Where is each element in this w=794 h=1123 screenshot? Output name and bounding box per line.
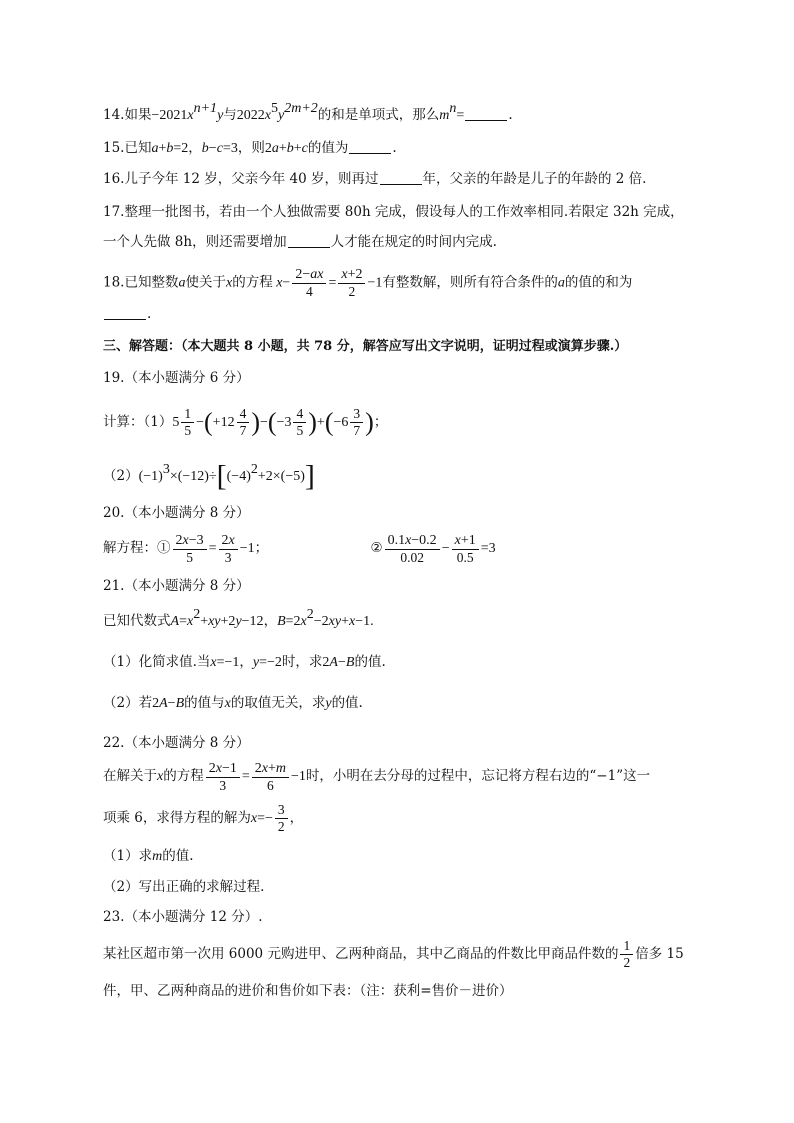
- q22-l1-post: 时，小明在去分母的过程中，忘记将方程右边的“−1”这一: [305, 768, 651, 784]
- fraction: $\frac{3}{7}$: [350, 406, 363, 439]
- question-21-part-1: （1）化简求值.当x=−1，y=−2时，求2A−B的值.: [103, 654, 386, 670]
- q15-end: .: [392, 140, 397, 156]
- q20-sep: ；: [254, 540, 269, 556]
- fraction: $\frac{2-ax}{4}$: [292, 266, 326, 300]
- circle-two: ②: [370, 540, 383, 556]
- q15-sep: ，: [188, 140, 202, 156]
- q22-l2-text: 项乘 6，求得方程的解为: [103, 810, 251, 826]
- q21-p1-sep: ，: [239, 654, 253, 670]
- q21-intro-text: 已知代数式: [103, 613, 171, 629]
- fraction: $\frac{2x+m}{6}$: [252, 760, 289, 794]
- q21-sep: ，: [263, 613, 278, 629]
- question-15: 15.已知a+b=2，b−c=3，则2a+b+c的值为 .: [103, 140, 397, 156]
- q14-text-mid: 与: [223, 107, 237, 123]
- q21-p1-text: （1）化简求值.当: [103, 654, 211, 670]
- q18-text-pre: 18.已知整数: [103, 274, 179, 291]
- q18-text-post2: 的值的和为: [564, 274, 633, 291]
- section-3-heading: 三、解答题：（本大题共 8 小题，共 78 分，解答应写出文字说明，证明过程或演算步骤.）: [103, 339, 628, 354]
- fraction: $\frac{x+2}{2}$: [338, 266, 365, 300]
- question-20-equations: 解方程：① $\frac{2x-3}{5}$ = $\frac{2x}{3}$ −1； ② $\frac{0.1x-0.2}{0.02}$ − $\frac{x+1}{0.5}$ =3: [103, 532, 496, 565]
- question-23-line-2: 件，甲、乙两种商品的进价和售价如下表：（注：获利=售价－进价）: [103, 983, 513, 999]
- question-22-part-2: （2）写出正确的求解过程.: [103, 879, 265, 895]
- question-19-header: 19.（本小题满分 6 分）: [103, 370, 250, 386]
- question-18: 18.已知整数a使关于x的方程 x− $\frac{2-ax}{4}$ = $\frac{x+2}{2}$ −1有整数解，则所有符合条件的a的值的和为: [103, 267, 633, 299]
- answer-blank[interactable]: [465, 106, 507, 121]
- fraction: $\frac{0.1x-0.2}{0.02}$: [385, 532, 440, 566]
- fraction: $\frac{3}{2}$: [275, 802, 288, 835]
- q19-part1-label: 计算：（1）: [103, 414, 173, 430]
- question-20-header: 20.（本小题满分 8 分）: [103, 505, 250, 521]
- fraction: $\frac{x+1}{0.5}$: [452, 532, 479, 566]
- q18-text-a1: 使关于: [185, 274, 226, 291]
- q15-text-post: 的值为: [307, 140, 349, 156]
- q21-p1-post: 的值.: [354, 654, 386, 670]
- q18-text-post: 有整数解，则所有符合条件的: [382, 274, 558, 291]
- fraction: $\frac{2x}{3}$: [219, 532, 238, 566]
- q22-l1-text: 在解关于: [103, 768, 157, 784]
- q16-text-2: 年，父亲的年龄是儿子的年龄的 2 倍.: [422, 171, 647, 187]
- circle-one: ①: [157, 540, 171, 556]
- question-19-part-1: 计算：（1）5 $\frac{1}{5}$ −(+12 $\frac{4}{7}$ )−(−3 $\frac{4}{5}$ )+(−6 $\frac{3}{7}$ )；: [103, 406, 388, 438]
- question-17-line-1: 17.整理一批图书，若由一个人独做需要 80h 完成，假设每人的工作效率相同.若限定 32h 完成，: [103, 204, 684, 220]
- question-18-continued: [103, 303, 734, 325]
- question-17-line-2: [103, 231, 734, 253]
- q19-part2-label: （2）: [103, 468, 139, 484]
- question-14: 14.如果$-2021x^{n+1}y$与$2022x^5y^{2m+2}$的和是单项式，那么$m^n=$ .: [103, 101, 513, 123]
- q23-l1-post: 倍多 15: [635, 946, 684, 962]
- question-23-line-1: [103, 936, 734, 972]
- q21-p1-mid: 时，求: [281, 654, 323, 670]
- q22-p1-post: 的值.: [162, 848, 194, 864]
- fraction: $\frac{4}{7}$: [237, 406, 250, 439]
- answer-blank[interactable]: [104, 305, 146, 320]
- q15-text-pre: 15.已知: [103, 140, 152, 156]
- question-22-header: 22.（本小题满分 8 分）: [103, 735, 250, 751]
- q21-p2-mid2: 的取值无关，求: [230, 695, 326, 711]
- q21-p2-post: 的值.: [331, 695, 363, 711]
- q23-l1-text: 某社区超市第一次用 6000 元购进甲、乙两种商品，其中乙商品的件数比甲商品件数的: [103, 946, 619, 962]
- answer-blank[interactable]: [349, 139, 391, 154]
- question-22-line-2: 项乘 6，求得方程的解为x=− $\frac{3}{2}$ ，: [103, 802, 304, 834]
- q14-text-pre: 14.如果: [103, 107, 152, 123]
- q18-text-a2: 的方程: [232, 274, 273, 291]
- answer-blank[interactable]: [380, 170, 422, 185]
- fraction: $\frac{1}{2}$: [620, 938, 633, 971]
- fraction: $\frac{4}{5}$: [293, 406, 306, 439]
- fraction: $\frac{2x-1}{3}$: [206, 760, 240, 794]
- question-23-header: 23.（本小题满分 12 分）.: [103, 909, 263, 925]
- q17-text-b: 人才能在规定的时间内完成.: [330, 234, 497, 250]
- q21-p2-text: （2）若: [103, 695, 153, 711]
- fraction: $\frac{1}{5}$: [181, 406, 194, 439]
- fraction: $\frac{2x-3}{5}$: [173, 532, 207, 566]
- question-16: [103, 168, 734, 190]
- q22-p1-text: （1）求: [103, 848, 153, 864]
- question-19-part-2: $(2)(-1)^3\times(-12)\div[(-4)^2+2\times(-5)]$: [103, 459, 315, 493]
- question-21-intro: 已知代数式$A=x^2+xy+2y-12$，$B=2x^2-2xy+x-1$.: [103, 607, 374, 629]
- q16-text-1: 16.儿子今年 12 岁，父亲今年 40 岁，则再过: [103, 171, 379, 187]
- question-22-line-1: 在解关于x的方程 $\frac{2x-1}{3}$ = $\frac{2x+m}{6}$ −1时，小明在去分母的过程中，忘记将方程右边的“−1”这一: [103, 760, 651, 793]
- question-21-header: 21.（本小题满分 8 分）: [103, 578, 250, 594]
- question-21-part-2: （2）若2A−B的值与x的取值无关，求y的值.: [103, 695, 363, 711]
- q15-text-mid: ，则: [237, 140, 265, 156]
- question-22-part-1: （1）求m的值.: [103, 848, 194, 864]
- answer-blank[interactable]: [288, 233, 330, 248]
- q20-label: 解方程：: [103, 540, 157, 556]
- q22-l2-end: ，: [289, 810, 304, 826]
- q17-text-a: 一个人先做 8h，则还需要增加: [103, 234, 287, 250]
- q18-end: .: [147, 306, 152, 322]
- q21-p2-mid: 的值与: [184, 695, 225, 711]
- q14-end: .: [508, 107, 513, 123]
- q14-text-post: 的和是单项式，那么: [317, 107, 440, 123]
- q19-part1-end: ；: [373, 414, 388, 430]
- q22-l1-mid: 的方程: [163, 768, 204, 784]
